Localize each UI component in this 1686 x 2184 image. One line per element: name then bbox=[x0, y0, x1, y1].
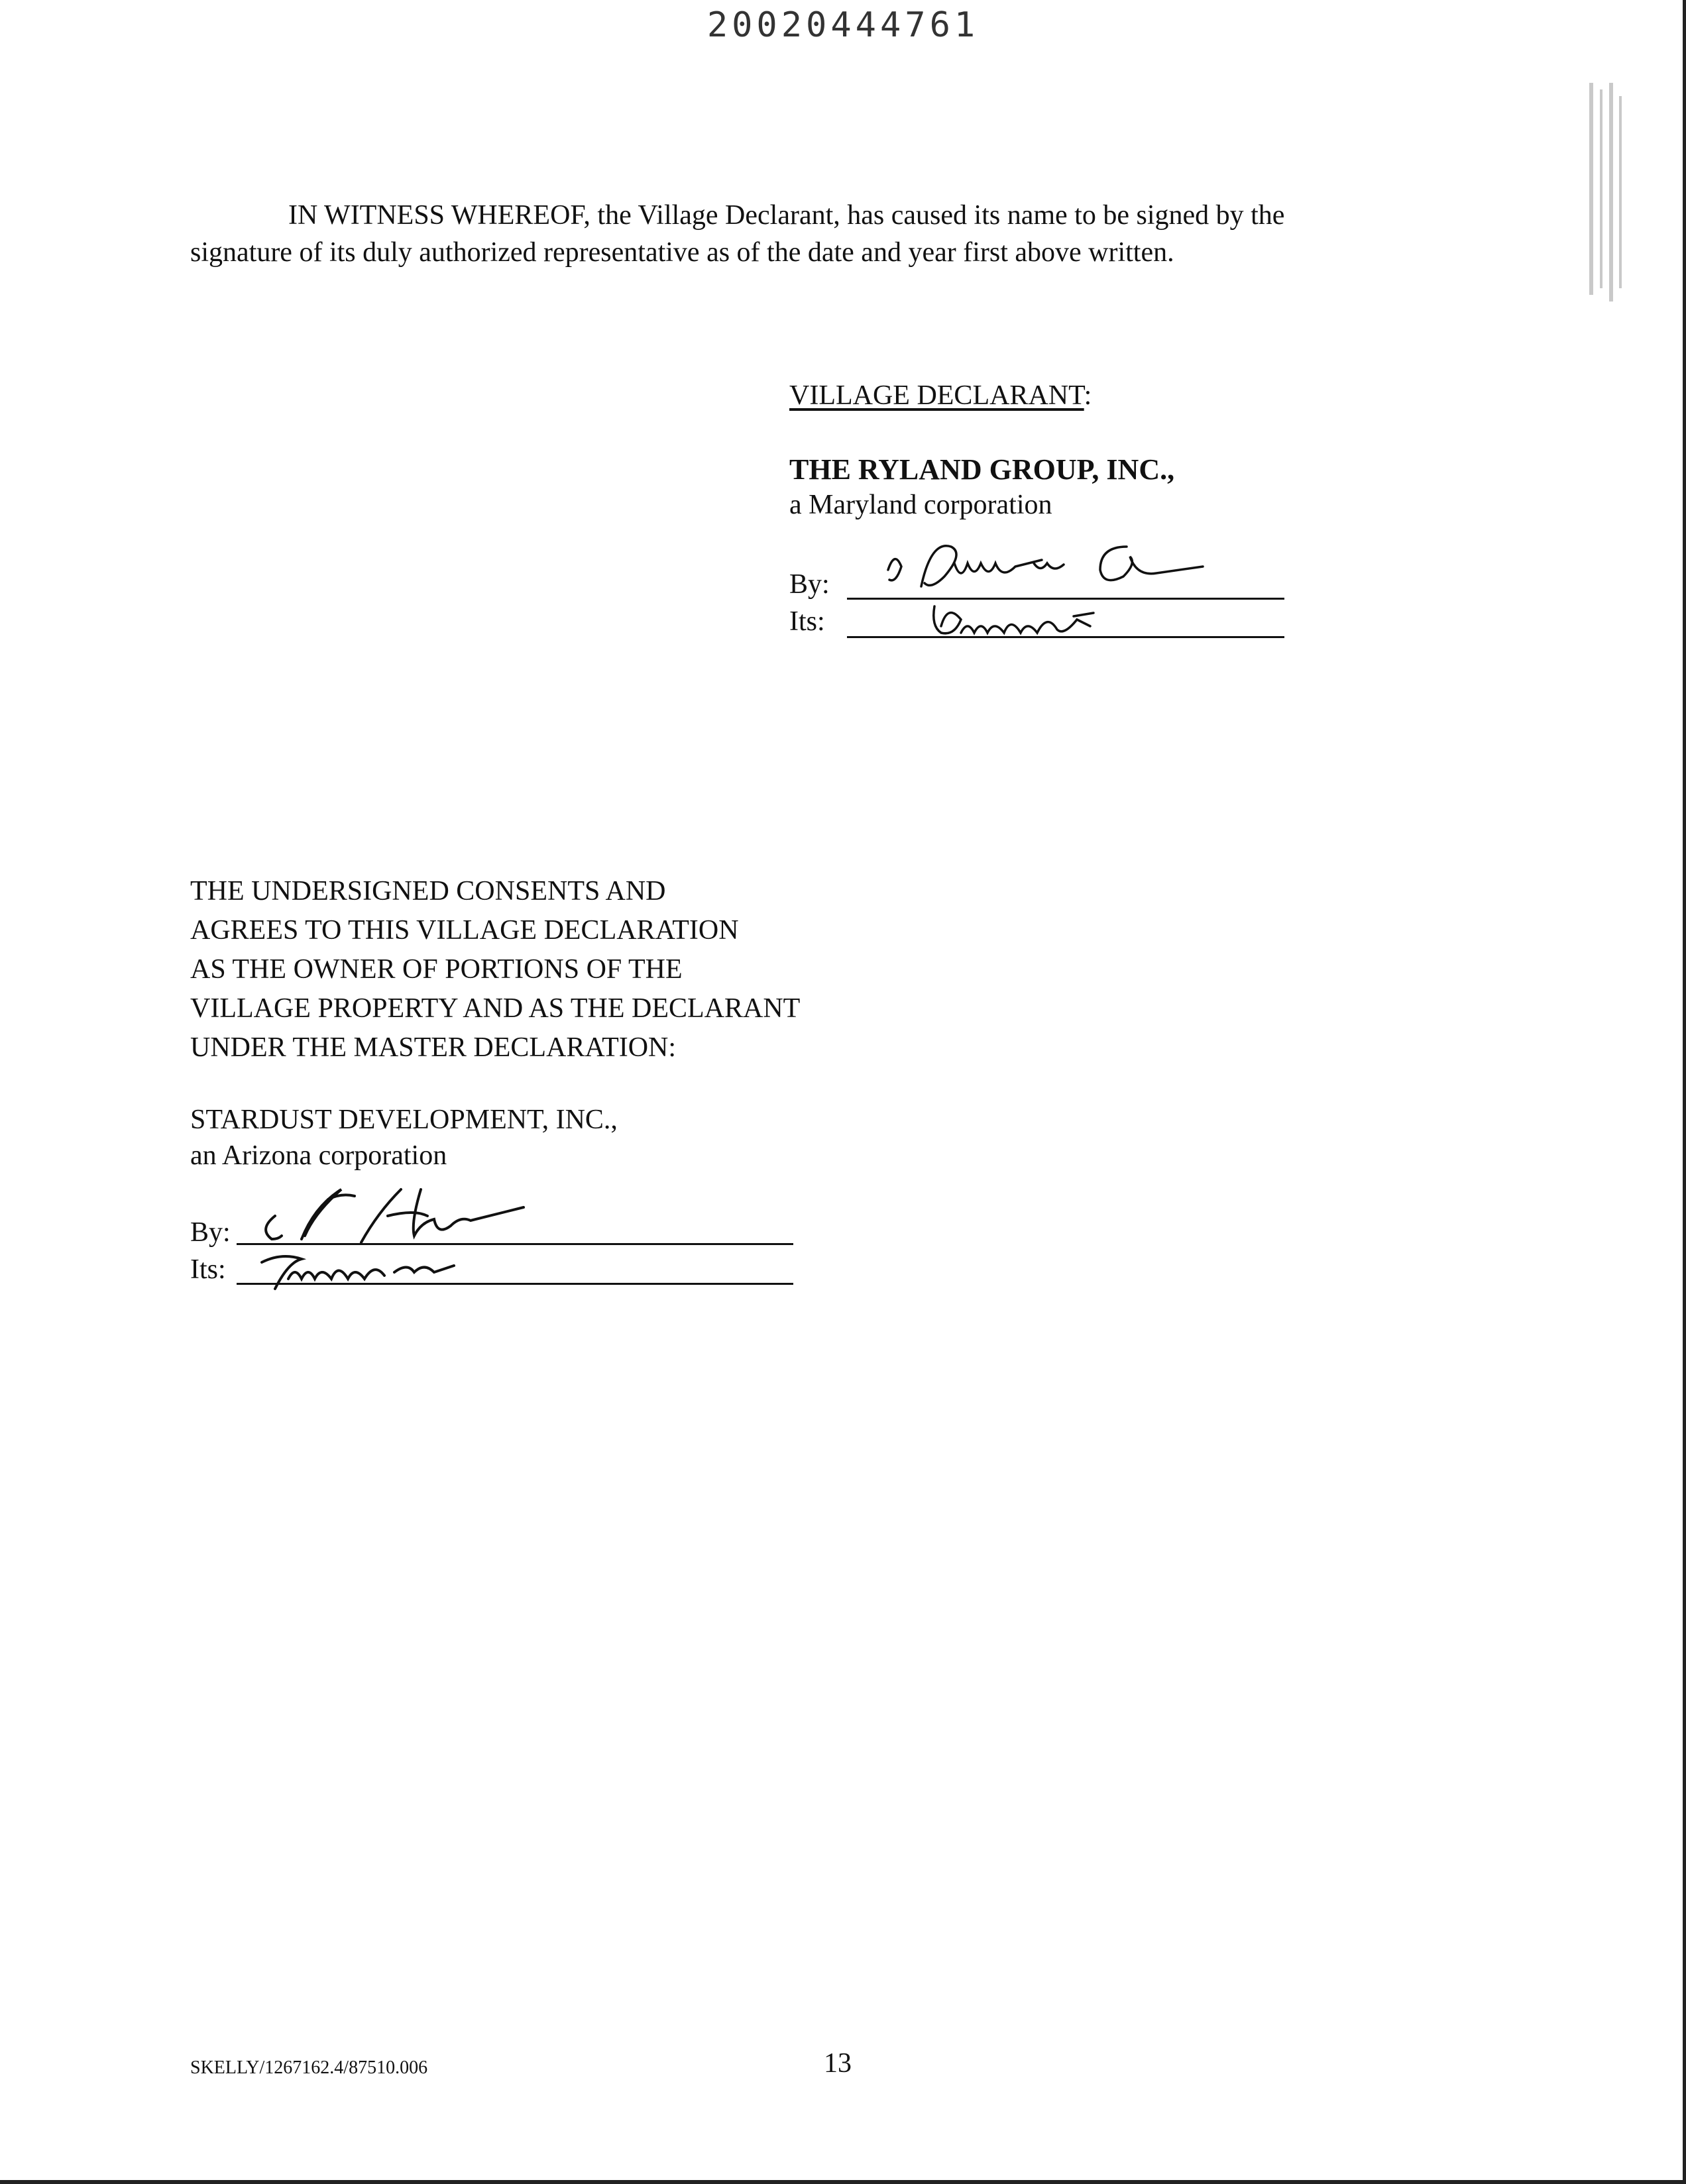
consent-line: AS THE OWNER OF PORTIONS OF THE bbox=[190, 954, 683, 985]
witness-line-1: IN WITNESS WHEREOF, the Village Declarant, has caused its name to be signed by the bbox=[288, 200, 1285, 231]
stardust-by-signature bbox=[255, 1179, 547, 1252]
stardust-its-label: Its: bbox=[190, 1254, 226, 1285]
stardust-by-label: By: bbox=[190, 1217, 231, 1248]
village-declarant-label bbox=[789, 380, 1092, 411]
page-number: 13 bbox=[824, 2048, 852, 2079]
footer-document-code: SKELLY/1267162.4/87510.006 bbox=[190, 2057, 428, 2078]
page-right-border bbox=[1683, 0, 1686, 2184]
village-declarant-label-text: VILLAGE DECLARANT bbox=[789, 380, 1084, 411]
ryland-its-signature bbox=[921, 600, 1120, 646]
ryland-by-signature bbox=[875, 530, 1246, 603]
stardust-its-signature bbox=[255, 1249, 480, 1295]
document-number: 20020444761 bbox=[706, 5, 980, 45]
village-declarant-label-colon: : bbox=[1084, 380, 1092, 411]
page-bottom-border bbox=[0, 2180, 1686, 2184]
stardust-company-desc: an Arizona corporation bbox=[190, 1140, 447, 1171]
stardust-company-name: STARDUST DEVELOPMENT, INC., bbox=[190, 1105, 618, 1135]
consent-line: AGREES TO THIS VILLAGE DECLARATION bbox=[190, 915, 739, 946]
consent-line: THE UNDERSIGNED CONSENTS AND bbox=[190, 876, 666, 906]
margin-stamp bbox=[1583, 83, 1629, 301]
ryland-company-name: THE RYLAND GROUP, INC., bbox=[789, 453, 1175, 486]
ryland-its-label: Its: bbox=[789, 606, 825, 637]
consent-block bbox=[190, 872, 800, 1067]
consent-line: VILLAGE PROPERTY AND AS THE DECLARANT bbox=[190, 993, 801, 1024]
ryland-by-label: By: bbox=[789, 569, 830, 600]
ryland-company-desc: a Maryland corporation bbox=[789, 490, 1052, 520]
consent-line: UNDER THE MASTER DECLARATION: bbox=[190, 1032, 677, 1063]
witness-line-2: signature of its duly authorized representative as of the date and year first above written. bbox=[190, 237, 1174, 268]
